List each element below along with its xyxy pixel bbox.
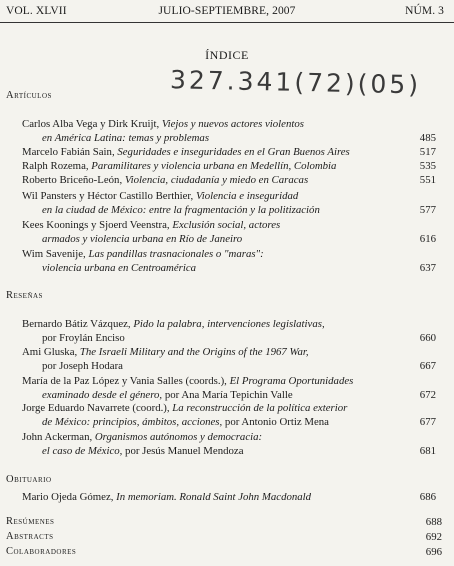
issue-number: NÚM. 3 [405, 5, 444, 17]
article-entry-2 [22, 145, 442, 159]
page-number: 677 [419, 416, 436, 428]
entry-author-text: Carlos Alba Vega y Dirk Kruijt, [22, 118, 162, 130]
entry-line [22, 430, 442, 444]
entry-line [22, 345, 442, 359]
entry-author-text: Roberto Briceño-León, [22, 174, 125, 186]
entry-author-text: John Ackerman, [22, 431, 95, 443]
article-entry-3 [22, 159, 442, 173]
section-title-resenas: Reseñas [6, 290, 43, 301]
entry-title-text: el caso de México, [42, 445, 123, 457]
entry-line [22, 359, 442, 373]
header-rule [0, 22, 454, 23]
entry-line [22, 117, 442, 131]
article-entry-1 [22, 117, 442, 145]
entry-author-text: María de la Paz López y Vania Salles (coords.), [22, 375, 230, 387]
entry-line [22, 159, 442, 173]
entry-line [22, 415, 442, 429]
entry-line [22, 173, 442, 187]
entry-author-text: Kees Koonings y Sjoerd Veenstra, [22, 219, 173, 231]
journal-header [0, 5, 454, 21]
entry-title-text: La reconstrucción de la política exterior [172, 402, 348, 414]
page-number: 577 [419, 204, 436, 216]
page-number: 667 [419, 360, 436, 372]
entry-title-text: In memoriam. Ronald Saint John Macdonald [116, 491, 312, 503]
article-entry-5 [22, 189, 442, 217]
entry-line [22, 261, 442, 275]
entry-author-text: Ami Gluska, [22, 346, 80, 358]
entry-author-text: Wil Pansters y Héctor Castillo Berthier, [22, 190, 196, 202]
obituary-entry [22, 490, 442, 504]
entry-line [22, 401, 442, 415]
section-title-articulos: Artículos [6, 90, 52, 101]
issue-date: JULIO-SEPTIEMBRE, 2007 [158, 5, 296, 17]
entry-title-text: El Programa Oportunidades [229, 375, 354, 387]
entry-line [22, 218, 442, 232]
page-title: ÍNDICE [205, 48, 249, 62]
entry-author-text: Wim Savenije, [22, 248, 89, 260]
page-number: 660 [419, 332, 436, 344]
page-number: 535 [419, 160, 436, 172]
entry-author-text: Ralph Rozema, [22, 160, 92, 172]
entry-title-text: Violencia e inseguridad [195, 190, 299, 202]
back-matter-resumenes [6, 516, 442, 530]
entry-line [22, 247, 442, 261]
back-matter-label: Resúmenes [6, 516, 55, 527]
entry-author-text: Bernardo Bátiz Vázquez, [22, 318, 134, 330]
entry-author-text: Jorge Eduardo Navarrete (coord.), [22, 402, 173, 414]
entry-line [22, 374, 442, 388]
entry-title-text: armados y violencia urbana en Río de Janeiro [42, 233, 243, 245]
page-number: 686 [419, 491, 436, 503]
article-entry-7 [22, 247, 442, 275]
review-entry-5 [22, 430, 442, 458]
back-matter-label: Abstracts [6, 531, 54, 542]
entry-author-text: por Ana María Tepichin Valle [162, 389, 293, 401]
entry-title-text: Organismos autónomos y democracia: [94, 431, 263, 443]
back-matter-colaboradores [6, 546, 442, 560]
entry-author-text: por Jesús Manuel Mendoza [122, 445, 244, 457]
page-number: 692 [425, 531, 442, 543]
entry-line [22, 145, 442, 159]
entry-line [22, 203, 442, 217]
entry-author-text: por Froylán Enciso [42, 332, 125, 344]
entry-title-text: Violencia, ciudadanía y miedo en Caracas [124, 174, 309, 186]
entry-title-text: en América Latina: temas y problemas [42, 132, 210, 144]
entry-line [22, 317, 442, 331]
page-number: 681 [419, 445, 436, 457]
review-entry-1 [22, 317, 442, 345]
review-entry-3 [22, 374, 442, 402]
entry-line [22, 444, 442, 458]
page-number: 485 [419, 132, 436, 144]
entry-line [22, 388, 442, 402]
entry-line [22, 232, 442, 246]
entry-title-text: Viejos y nuevos actores violentos [161, 118, 304, 130]
page-number: 551 [419, 174, 436, 186]
entry-author-text: por Joseph Hodara [42, 360, 123, 372]
entry-title-text: Pido la palabra, intervenciones legislativas, [133, 318, 325, 330]
entry-title-text: The Israeli Military and the Origins of the 1967 War, [79, 346, 309, 358]
entry-line [22, 331, 442, 345]
entry-line [22, 131, 442, 145]
entry-title-text: en la ciudad de México: entre la fragmentación y la politización [42, 204, 320, 216]
entry-author-text: Marcelo Fabián Sain, [22, 146, 118, 158]
entry-line [22, 490, 442, 504]
review-entry-4 [22, 401, 442, 429]
article-entry-4 [22, 173, 442, 187]
entry-title-text: de México: principios, ámbitos, acciones, [42, 416, 223, 428]
volume-label: VOL. XLVII [6, 5, 67, 17]
back-matter-label: Colaboradores [6, 546, 77, 557]
entry-title-text: Exclusión social, actores [172, 219, 281, 231]
page-number: 637 [419, 262, 436, 274]
page-number: 696 [425, 546, 442, 558]
entry-title-text: Paramilitares y violencia urbana en Medellín, Colombia [91, 160, 337, 172]
article-entry-6 [22, 218, 442, 246]
page-number: 517 [419, 146, 436, 158]
entry-title-text: Las pandillas trasnacionales o "maras": [88, 248, 264, 260]
entry-title-text: Seguridades e inseguridades en el Gran Buenos Aires [117, 146, 350, 158]
handwritten-call-number: 327.341(72)(05) [169, 65, 422, 100]
entry-title-text: violencia urbana en Centroamérica [42, 262, 197, 274]
section-title-obituario: Obituario [6, 474, 52, 485]
entry-title-text: examinado desde el género, [42, 389, 163, 401]
back-matter-abstracts [6, 531, 442, 545]
page-number: 688 [425, 516, 442, 528]
page-number: 672 [419, 389, 436, 401]
page-number: 616 [419, 233, 436, 245]
entry-author-text: Mario Ojeda Gómez, [22, 491, 117, 503]
entry-line [22, 189, 442, 203]
review-entry-2 [22, 345, 442, 373]
entry-author-text: por Antonio Ortiz Mena [222, 416, 329, 428]
